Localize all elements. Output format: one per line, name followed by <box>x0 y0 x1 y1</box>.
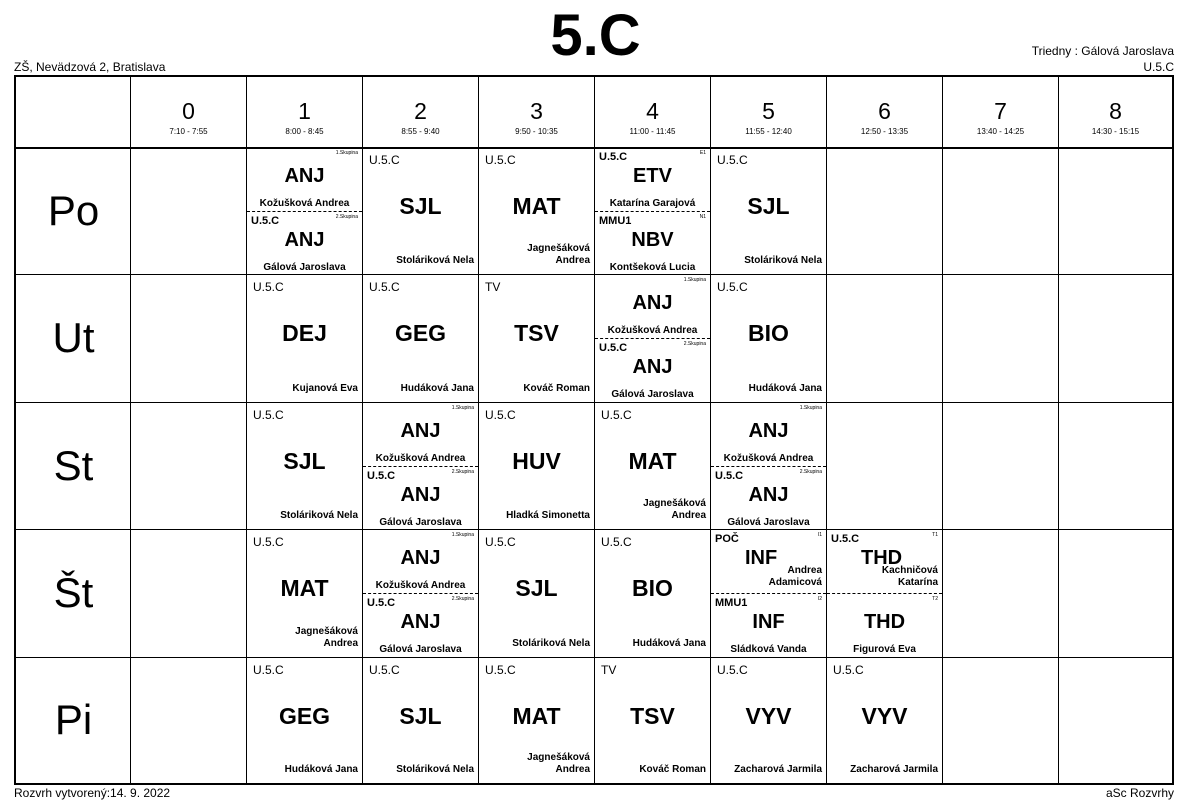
lesson-cell[interactable] <box>363 658 478 783</box>
subject: NBV <box>631 229 674 251</box>
lesson-cell[interactable] <box>595 658 710 783</box>
teacher: Kováč Roman <box>639 764 706 775</box>
room: U.5.C <box>253 535 284 549</box>
lesson-cell[interactable] <box>711 658 826 783</box>
teacher: Stoláriková Nela <box>512 638 590 649</box>
room: TV <box>601 663 617 677</box>
teacher: Kožušková Andrea <box>375 580 466 591</box>
subject: ANJ <box>284 229 325 251</box>
lesson-cell[interactable] <box>479 658 594 783</box>
day-label: Ut <box>52 314 95 361</box>
subject: INF <box>745 547 778 569</box>
subject: ANJ <box>632 292 673 314</box>
subject: ANJ <box>748 420 789 442</box>
teacher: Gálová Jaroslava <box>379 517 462 528</box>
teacher: Kováč Roman <box>523 383 590 394</box>
lesson-cell[interactable]: POČ I1 INF Andrea Adamicová MMU1 I2 INF Sládková Vanda <box>711 530 826 657</box>
teacher: Hudáková Jana <box>400 383 474 394</box>
room: U.5.C <box>833 663 864 677</box>
teacher: Kožušková Andrea <box>375 453 466 464</box>
subject: ANJ <box>284 165 325 187</box>
period-header: 8 14:30 - 15:15 <box>1091 98 1140 136</box>
teacher: Hudáková Jana <box>632 638 706 649</box>
lesson-cell[interactable] <box>711 275 826 402</box>
room: U.5.C <box>253 408 284 422</box>
subject: MAT <box>628 448 677 474</box>
subject: VYV <box>745 703 792 729</box>
period-header: 7 13:40 - 14:25 <box>976 98 1025 136</box>
lesson-cell[interactable] <box>595 530 710 657</box>
lesson-cell[interactable] <box>479 148 594 274</box>
teacher: Stoláriková Nela <box>744 255 822 266</box>
school-name: ZŠ, Nevädzová 2, Bratislava <box>14 60 166 74</box>
subject: MAT <box>512 703 561 729</box>
period-header: 3 9:50 - 10:35 <box>515 98 558 136</box>
teacher: Kožušková Andrea <box>259 198 350 209</box>
lesson-cell[interactable]: U.5.C E1 ETV Katarína Garajová MMU1 N1 NBV Kontšeková Lucia <box>595 148 710 274</box>
teacher: Figurová Eva <box>853 644 916 655</box>
teacher: Kožušková Andrea <box>607 325 698 336</box>
subject: BIO <box>632 575 673 601</box>
teacher: Zacharová Jarmila <box>734 764 822 775</box>
teacher: Jagnešáková Andrea <box>295 626 358 649</box>
subject: BIO <box>748 320 789 346</box>
teacher: Kachničová Katarína <box>881 565 938 588</box>
teacher: Gálová Jaroslava <box>611 389 694 400</box>
teacher: Gálová Jaroslava <box>727 517 810 528</box>
day-label: St <box>53 442 94 489</box>
day-label: Pi <box>54 696 93 743</box>
brand-label: aSc Rozvrhy <box>1105 786 1174 800</box>
room: U.5.C <box>485 153 516 167</box>
lesson-cell[interactable] <box>479 275 594 402</box>
subject: SJL <box>283 448 326 474</box>
room: U.5.C <box>253 280 284 294</box>
subject: GEG <box>394 320 447 346</box>
created-date: Rozvrh vytvorený:14. 9. 2022 <box>14 786 171 800</box>
period-header: 1 8:00 - 8:45 <box>285 98 324 136</box>
class-code: U.5.C <box>1143 60 1174 74</box>
teacher: Jagnešáková Andrea <box>527 752 590 775</box>
room: U.5.C <box>369 280 400 294</box>
subject: MAT <box>280 575 329 601</box>
teacher: Katarína Garajová <box>609 198 696 209</box>
subject: ANJ <box>748 484 789 506</box>
teacher: Stoláriková Nela <box>280 510 358 521</box>
room: TV <box>485 280 501 294</box>
teacher: Hladká Simonetta <box>506 510 590 521</box>
lesson-cell[interactable]: 1.Skupina ANJ Kožušková Andrea U.5.C 2.Skupina ANJ Gálová Jaroslava <box>363 530 478 657</box>
page-title: 5.C <box>550 3 641 68</box>
lesson-cell[interactable] <box>247 658 362 783</box>
subject: ANJ <box>400 547 441 569</box>
lesson-cell[interactable]: U.5.C T1 THD Kachničová Katarína T2 THD Figurová Eva <box>827 530 942 657</box>
subject: INF <box>752 611 785 633</box>
teacher: Hudáková Jana <box>748 383 822 394</box>
lesson-cell[interactable] <box>247 403 362 529</box>
subject: TSV <box>630 703 675 729</box>
teacher: Gálová Jaroslava <box>379 644 462 655</box>
subject: ANJ <box>400 420 441 442</box>
teacher: Kontšeková Lucia <box>609 262 696 273</box>
lesson-cell[interactable] <box>595 403 710 529</box>
teacher: Jagnešáková Andrea <box>643 498 706 521</box>
lesson-cell[interactable] <box>247 275 362 402</box>
subject: ANJ <box>400 611 441 633</box>
period-header: 2 8:55 - 9:40 <box>401 98 440 136</box>
room: U.5.C <box>253 663 284 677</box>
class-teacher: Triedny : Gálová Jaroslava <box>1031 44 1174 58</box>
period-header: 4 11:00 - 11:45 <box>629 98 676 136</box>
teacher: Gálová Jaroslava <box>263 262 346 273</box>
room: U.5.C <box>369 663 400 677</box>
period-header: 5 11:55 - 12:40 <box>745 98 792 136</box>
subject: THD <box>861 547 903 569</box>
room: U.5.C <box>601 408 632 422</box>
teacher: Stoláriková Nela <box>396 764 474 775</box>
room: U.5.C <box>717 663 748 677</box>
lesson-cell[interactable] <box>363 275 478 402</box>
room: U.5.C <box>601 535 632 549</box>
subject: ETV <box>633 165 672 187</box>
subject: GEG <box>278 703 331 729</box>
subject: SJL <box>747 193 790 219</box>
lesson-cell[interactable]: 1.Skupina ANJ Kožušková Andrea U.5.C 2.Skupina ANJ Gálová Jaroslava <box>595 275 710 402</box>
day-label: Št <box>53 569 94 616</box>
subject: VYV <box>861 703 908 729</box>
subject: ANJ <box>400 484 441 506</box>
lesson-cell[interactable] <box>363 148 478 274</box>
lesson-cell[interactable] <box>247 530 362 657</box>
day-label: Po <box>47 187 100 234</box>
room: U.5.C <box>369 153 400 167</box>
room: U.5.C <box>485 408 516 422</box>
lesson-cell[interactable]: 1.Skupina ANJ Kožušková Andrea U.5.C 2.Skupina ANJ Gálová Jaroslava <box>247 148 362 274</box>
teacher: Kujanová Eva <box>292 383 358 394</box>
timetable-grid <box>14 75 1174 785</box>
subject: HUV <box>512 448 561 474</box>
subject: DEJ <box>282 320 327 346</box>
subject: MAT <box>512 193 561 219</box>
teacher: Kožušková Andrea <box>723 453 814 464</box>
subject: SJL <box>399 193 442 219</box>
lesson-cell[interactable]: 1.Skupina ANJ Kožušková Andrea U.5.C 2.Skupina ANJ Gálová Jaroslava <box>363 403 478 529</box>
period-header: 6 12:50 - 13:35 <box>860 98 909 136</box>
teacher: Stoláriková Nela <box>396 255 474 266</box>
teacher: Zacharová Jarmila <box>850 764 938 775</box>
room: U.5.C <box>717 280 748 294</box>
teacher: Jagnešáková Andrea <box>527 243 590 266</box>
subject: SJL <box>515 575 558 601</box>
room: U.5.C <box>717 153 748 167</box>
subject: ANJ <box>632 356 673 378</box>
teacher: Andrea Adamicová <box>768 565 822 588</box>
lesson-cell[interactable]: 1.Skupina ANJ Kožušková Andrea U.5.C 2.Skupina ANJ Gálová Jaroslava <box>711 403 826 529</box>
subject: SJL <box>399 703 442 729</box>
room: U.5.C <box>485 663 516 677</box>
subject: THD <box>863 611 906 633</box>
lesson-cell[interactable] <box>479 530 594 657</box>
period-header: 0 7:10 - 7:55 <box>169 98 208 136</box>
teacher: Hudáková Jana <box>284 764 358 775</box>
lesson-cell[interactable] <box>479 403 594 529</box>
lesson-cell[interactable] <box>827 658 942 783</box>
room: U.5.C <box>485 535 516 549</box>
lesson-cell[interactable] <box>711 148 826 274</box>
subject: TSV <box>514 320 559 346</box>
teacher: Sládková Vanda <box>730 644 807 655</box>
